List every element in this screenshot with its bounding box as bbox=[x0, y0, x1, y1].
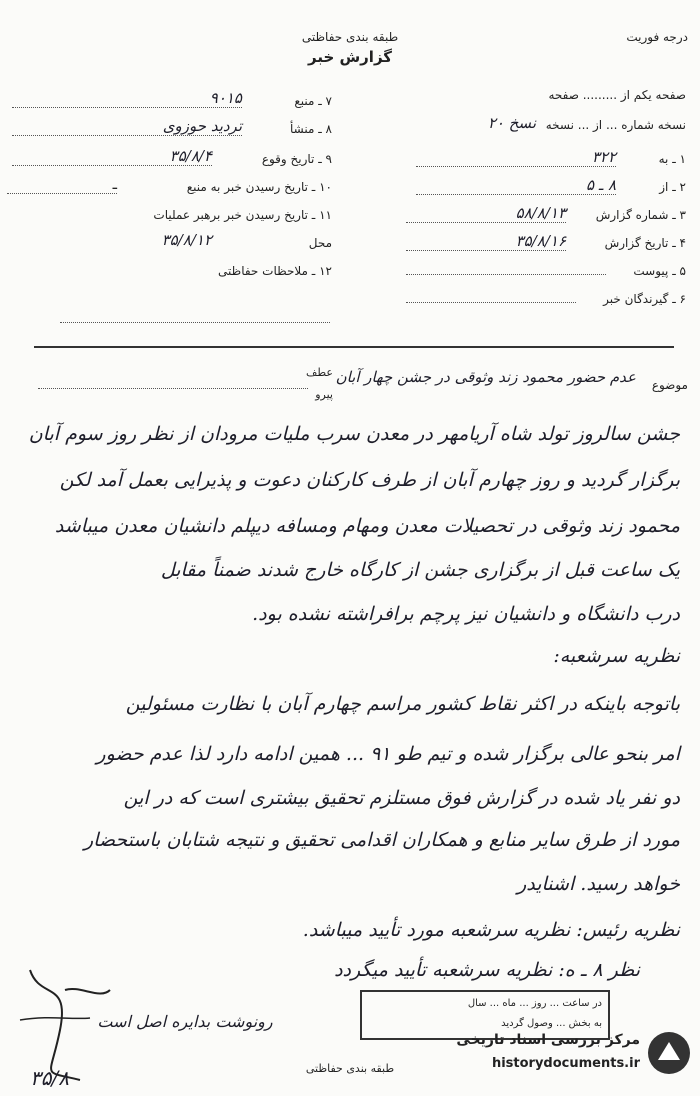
meta-place-row bbox=[2, 231, 332, 256]
meta-page-row bbox=[386, 88, 686, 108]
meta-from-row bbox=[386, 176, 686, 200]
meta-label: ۳ ـ شماره گزارش bbox=[595, 208, 686, 222]
body-line: برگزار گردید و روز چهارم آبان از طرف کارکنان دعوت و پذیرایی بعمل آمد لکن bbox=[59, 469, 680, 491]
body-line: باتوجه باینکه در اکثر نقاط کشور مراسم چهارم آبان با نظارت مسئولین bbox=[125, 693, 680, 715]
meta-label: ۱۲ ـ ملاحظات حفاظتی bbox=[218, 264, 332, 278]
signature-note: رونوشت بدایره اصل است bbox=[97, 1012, 273, 1031]
meta-copy-row bbox=[386, 114, 686, 138]
meta-source-row bbox=[2, 89, 332, 114]
notes-dotted-line bbox=[60, 312, 330, 323]
meta-label: ۹ ـ تاریخ وقوع bbox=[261, 152, 332, 166]
body-line: مورد از طرق سایر منابع و همکاران اقدامی تحقیق و نتیجه شتابان باستحضار bbox=[83, 829, 680, 851]
body-line: امر بنحو عالی برگزار شده و تیم طو ۹۱ ... همین ادامه دارد لذا عدم حضور bbox=[96, 743, 680, 765]
urgency-label: درجه فوریت bbox=[626, 30, 688, 44]
watermark-en: historydocuments.ir bbox=[491, 1056, 640, 1071]
body-line: نظریه سرشعبه: bbox=[553, 645, 680, 667]
meta-recipients-row bbox=[386, 292, 686, 312]
meta-value bbox=[406, 288, 576, 303]
meta-label: ۱ ـ به bbox=[658, 152, 686, 166]
body-line: محمود زند وثوقی در تحصیلات معدن ومهام ومسافه دیپلم دانشیان معدن میباشد bbox=[54, 515, 680, 537]
meta-origin-row bbox=[2, 117, 332, 142]
meta-label: ۴ ـ تاریخ گزارش bbox=[604, 236, 686, 250]
body-line: نظریه رئیس: نظریه سرشعبه مورد تأیید میباشد. bbox=[302, 919, 680, 941]
body-line: درب دانشگاه و دانشیان نیز پرچم برافراشته نشده بود. bbox=[252, 603, 680, 625]
meta-value: ۹۰۱۵ bbox=[12, 89, 242, 108]
dotted-line bbox=[60, 312, 330, 323]
meta-label: محل bbox=[308, 236, 332, 250]
meta-value: ـ bbox=[7, 175, 117, 194]
body-line: نظر ۸ ـ ه: نظریه سرشعبه تأیید میگردد bbox=[334, 959, 640, 981]
meta-label: ۸ ـ منشأ bbox=[289, 122, 332, 136]
meta-label: نسخه شماره ... از ... نسخه bbox=[545, 118, 686, 132]
signature-stroke bbox=[65, 989, 110, 994]
meta-security-notes-row bbox=[2, 264, 332, 284]
meta-to-row bbox=[386, 148, 686, 172]
meta-label: ۱۱ ـ تاریخ رسیدن خبر برهبر عملیات bbox=[153, 208, 332, 222]
meta-source-received-row bbox=[2, 175, 332, 200]
meta-label: ۱۰ ـ تاریخ رسیدن خبر به منبع bbox=[186, 180, 332, 194]
meta-value: ۸ ـ ۵ bbox=[416, 176, 616, 195]
watermark-fa: مرکز بررسی اسناد تاریخی bbox=[456, 1032, 640, 1048]
watermark bbox=[422, 1026, 692, 1086]
meta-report-number-row bbox=[386, 204, 686, 228]
archive-logo-icon bbox=[646, 1030, 692, 1076]
subject-atf-label: عطف bbox=[306, 366, 333, 379]
meta-value bbox=[406, 260, 606, 275]
meta-label: ۵ ـ پیوست bbox=[633, 264, 686, 278]
meta-ops-received-row bbox=[2, 208, 332, 228]
meta-value: ۳۲۲ bbox=[416, 148, 616, 167]
body-line: دو نفر یاد شده در گزارش فوق مستلزم تحقیق بیشتری است که در این bbox=[123, 787, 680, 809]
subject-peyro-label: پیرو bbox=[315, 388, 333, 401]
meta-label: ۲ ـ از bbox=[659, 180, 686, 194]
subject-label: موضوع bbox=[651, 378, 688, 392]
subject-text: عدم حضور محمود زند وثوقی در جشن چهار آبان bbox=[335, 368, 636, 386]
body-line: جشن سالروز تولد شاه آریامهر در معدن سرب ملیات مرودان از نظر روز سوم آبان bbox=[28, 423, 680, 445]
classification-footer: طبقه بندی حفاظتی bbox=[305, 1062, 395, 1075]
stamp-line: به بخش ... وصول گردید bbox=[501, 1018, 602, 1029]
meta-value: ۳۵/۸/۱۶ bbox=[406, 232, 566, 251]
meta-report-date-row bbox=[386, 232, 686, 256]
meta-attachment-row bbox=[386, 264, 686, 284]
stamp-line: در ساعت ... روز ... ماه ... سال bbox=[467, 998, 602, 1009]
subject-row bbox=[28, 366, 688, 406]
classification-header: طبقه بندی حفاظتی bbox=[301, 30, 399, 44]
meta-label: صفحه یکم از ......... صفحه bbox=[548, 88, 686, 102]
document-title: گزارش خبر bbox=[307, 48, 393, 66]
subject-dotted-line bbox=[38, 388, 308, 389]
meta-value: تردید حوزوی bbox=[12, 117, 242, 136]
meta-occurrence-date-row bbox=[2, 147, 332, 172]
body-line: خواهد رسید. اشنایدر bbox=[517, 873, 680, 895]
body-line: یک ساعت قبل از برگزاری جشن از کارگاه خارج شدند ضمناً مقابل bbox=[160, 559, 680, 581]
section-divider bbox=[34, 346, 674, 348]
signature-date: ۳۵/۸ bbox=[30, 1066, 69, 1090]
meta-value: نسخ ۲۰ bbox=[487, 114, 536, 132]
signature-stroke bbox=[20, 1018, 90, 1020]
meta-label: ۶ ـ گیرندگان خبر bbox=[603, 292, 686, 306]
meta-value: ۳۵/۸/۴ bbox=[12, 147, 212, 166]
meta-value: ۳۵/۸/۱۲ bbox=[161, 231, 212, 249]
meta-label: ۷ ـ منبع bbox=[294, 94, 332, 108]
meta-value: ۵۸/۸/۱۳ bbox=[406, 204, 566, 223]
